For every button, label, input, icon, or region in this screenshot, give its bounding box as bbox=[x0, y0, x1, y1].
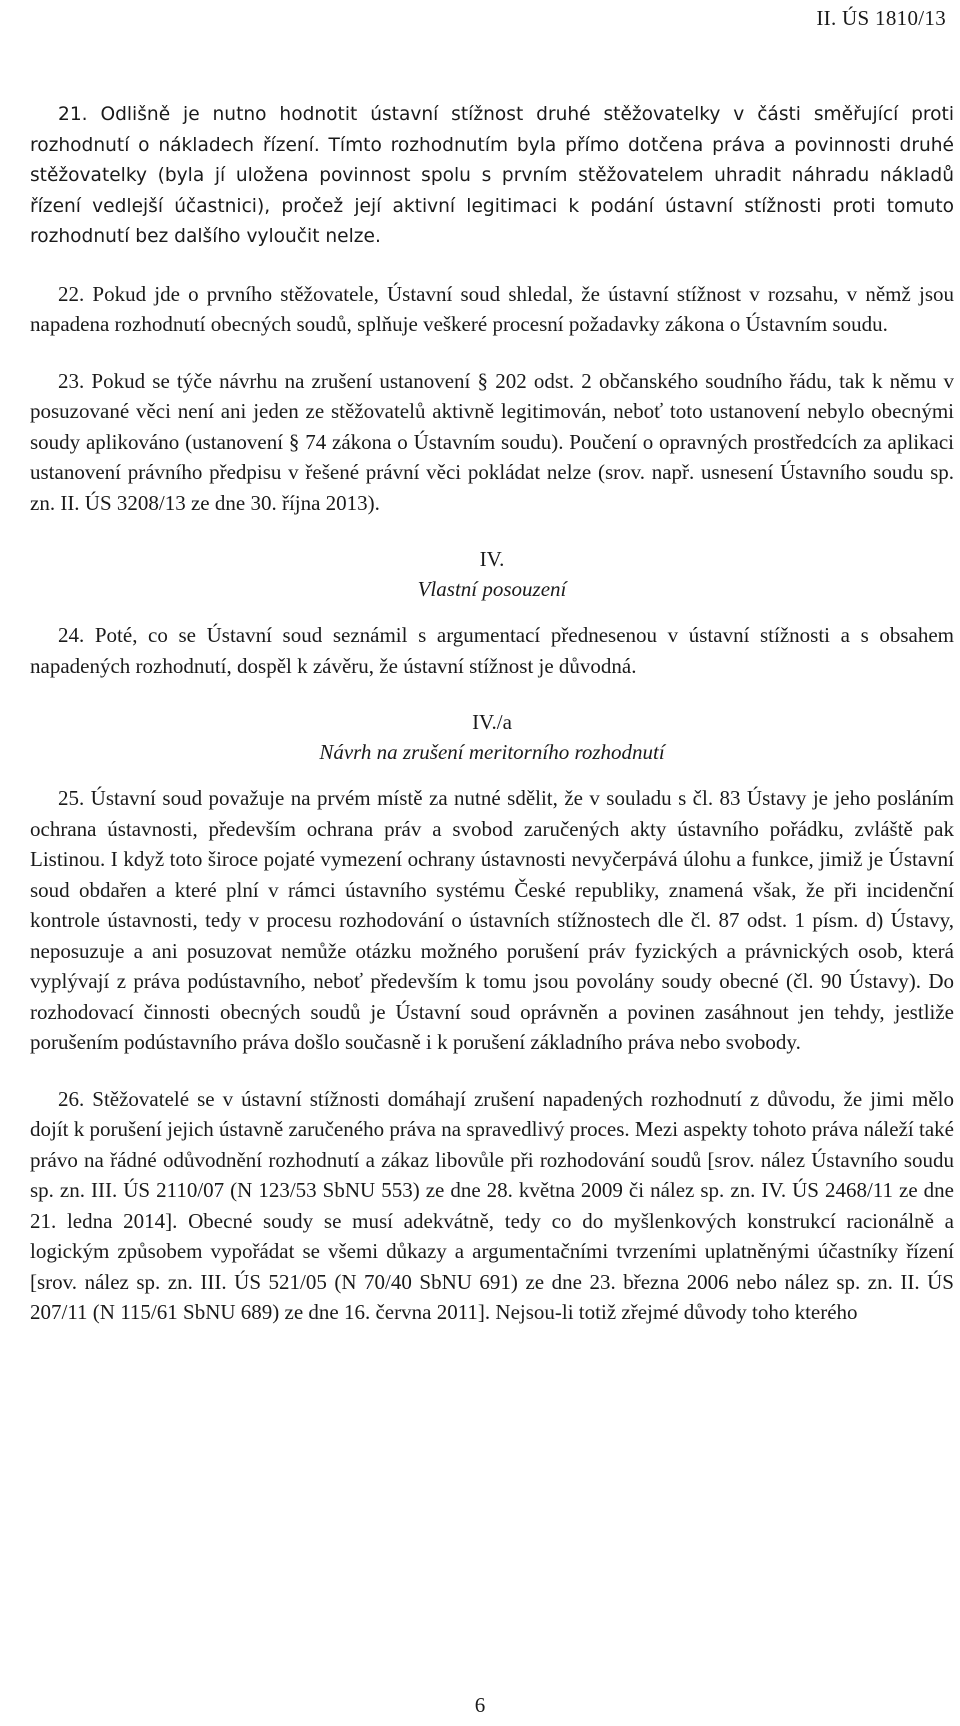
page-number: 6 bbox=[474, 1693, 486, 1717]
subsection-heading-title: Návrh na zrušení meritorního rozhodnutí bbox=[319, 740, 665, 764]
document-body bbox=[30, 100, 954, 1354]
paragraph-24: 24. Poté, co se Ústavní soud seznámil s argumentací přednesenou v ústavní stížnosti a s obsahem napadených rozhodnutí, dospěl k závěru, že ústavní stížnost je důvodná. bbox=[30, 623, 954, 678]
subsection-heading-number: IV./a bbox=[472, 710, 512, 734]
case-reference-header: II. ÚS 1810/13 bbox=[816, 6, 946, 30]
paragraph-22: 22. Pokud jde o prvního stěžovatele, Ústavní soud shledal, že ústavní stížnost v rozsahu, v němž jsou napadena rozhodnutí obecných soudů, splňuje veškeré procesní požadavky zákona o Ústavním soudu. bbox=[30, 281, 954, 336]
paragraph-23: 23. Pokud se týče návrhu na zrušení ustanovení § 202 odst. 2 občanského soudního řádu, tak k němu v posuzované věci není ani jeden ze stěžovatelů aktivně legitimován, neboť toto ustanovení nebylo obecnými soudy aplikováno (ustanovení § 74 zákona o Ústavním soudu). Poučení o opravných prostředcích za aplikaci ustanovení právního předpisu v řešené právní věci pokládat nelze (srov. např. usnesení Ústavního soudu sp. zn. II. ÚS 3208/13 ze dne 30. října 2013). bbox=[30, 368, 954, 515]
paragraph-25: 25. Ústavní soud považuje na prvém místě za nutné sdělit, že v souladu s čl. 83 Ústavy je jeho posláním ochrana ústavnosti, především ochrana práv a svobod zaručených akty ústavního pořádku, zvláště pak Listinou. I když toto široce pojaté vymezení ochrany ústavnosti nevyčerpává úlohu a funkce, jimiž je Ústavní soud obdařen a které plní v rámci ústavního systému České republiky, znamená však, že při incidenční kontrole ústavnosti, tedy v procesu rozhodování o ústavních stížnostech dle čl. 87 odst. 1 písm. d) Ústavy, neposuzuje a ani posuzovat nemůže otázku možného porušení práv fyzických a právnických osob, která vyplývají z práva podústavního, neboť především k tomu jsou povolány soudy obecné (čl. 90 Ústavy). Do rozhodovací činnosti obecných soudů je Ústavní soud oprávněn a povinen zasáhnout jen tehdy, jestliže porušením podústavního práva došlo současně i k porušení základního práva nebo svobody. bbox=[30, 786, 954, 1054]
paragraph-26: 26. Stěžovatelé se v ústavní stížnosti domáhají zrušení napadených rozhodnutí z důvodu, že jimi mělo dojít k porušení jejich ústavně zaručeného práva na spravedlivý proces. Mezi aspekty tohoto práva náleží také právo na řádné odůvodnění rozhodnutí a zákaz libovůle při rozhodování soudů [srov. nález Ústavního soudu sp. zn. III. ÚS 2110/07 (N 123/53 SbNU 553) ze dne 28. května 2009 či nález sp. zn. IV. ÚS 2468/11 ze dne 21. ledna 2014]. Obecné soudy se musí adekvátně, tedy co do myšlenkových konstrukcí racionálně a logickým způsobem vypořádat se všemi důkazy a argumentačními tvrzeními uplatněnými účastníky řízení [srov. nález sp. zn. III. ÚS 521/05 (N 70/40 SbNU 691) ze dne 23. března 2006 nebo nález sp. zn. II. ÚS 207/11 (N 115/61 SbNU 689) ze dne 16. června 2011]. Nejsou-li totiž zřejmé důvody toho kterého bbox=[30, 1086, 954, 1324]
section-heading-number: IV. bbox=[479, 547, 505, 571]
paragraph-21: 21. Odlišně je nutno hodnotit ústavní stížnost druhé stěžovatelky v části směřující proti rozhodnutí o nákladech řízení. Tímto rozhodnutím byla přímo dotčena práva a povinnosti druhé stěžovatelky (byla jí uložena povinnost spolu s prvním stěžovatelem uhradit náhradu nákladů řízení vedlejší účastnici), pročež její aktivní legitimaci k podání ústavní stížnosti proti tomuto rozhodnutí bez dalšího vyloučit nelze. bbox=[30, 104, 954, 247]
section-heading-title: Vlastní posouzení bbox=[417, 577, 567, 601]
